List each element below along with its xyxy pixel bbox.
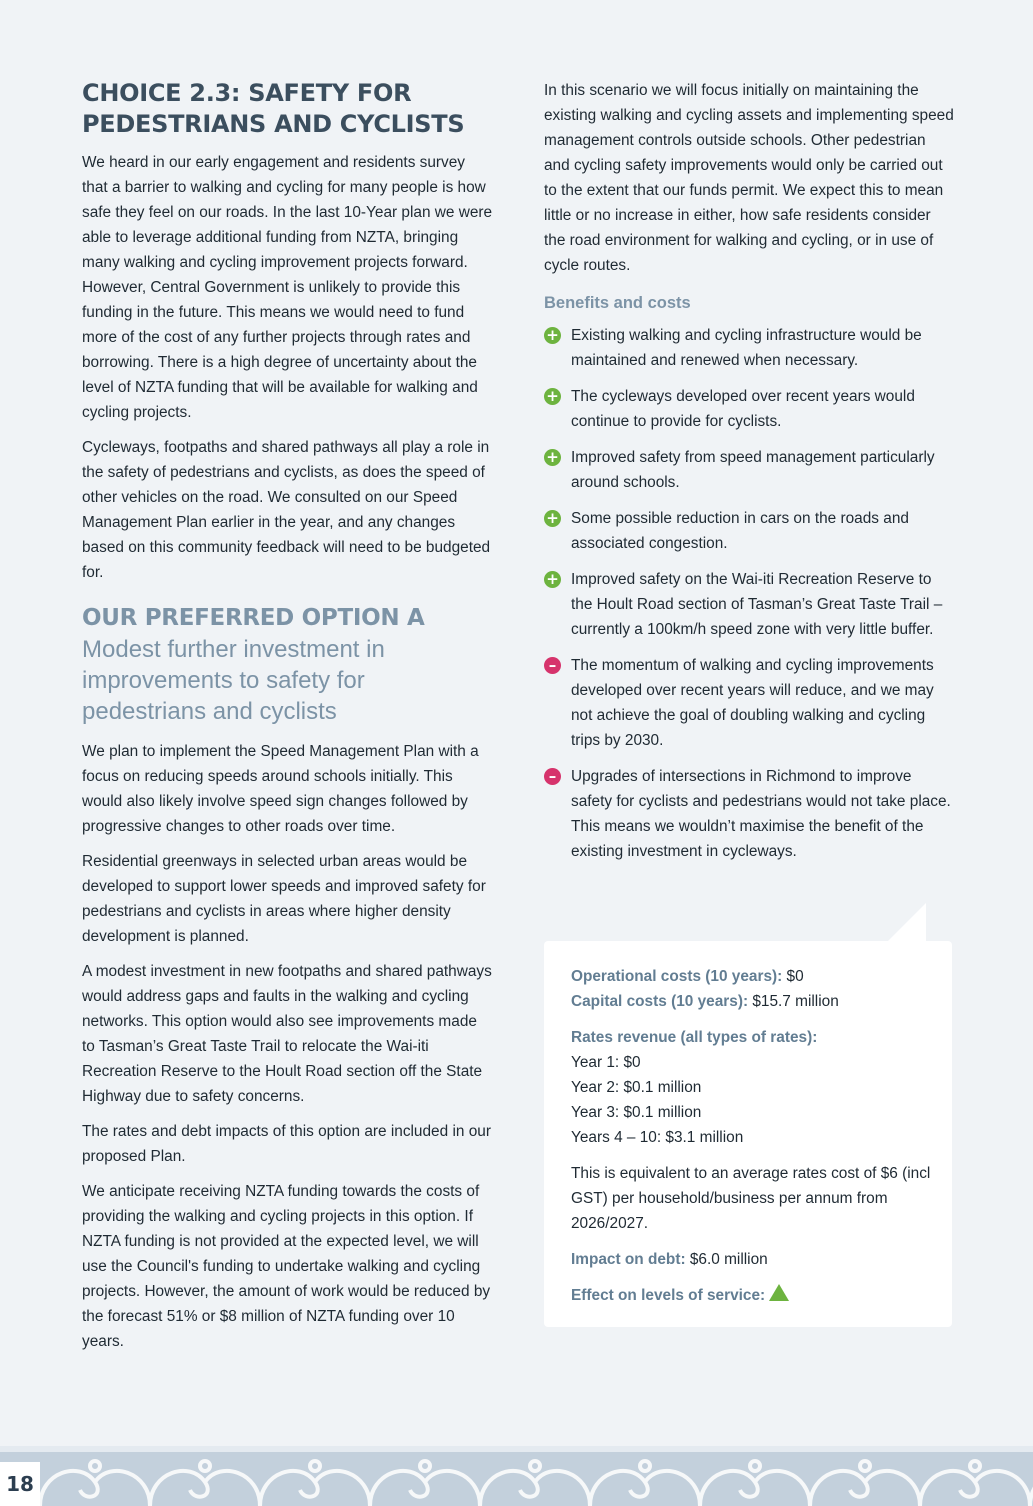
rates-equivalent: This is equivalent to an average rates cost of $6 (incl GST) per household/business per annum from 2026/2027. (571, 1165, 931, 1232)
impact-on-debt: Impact on debt: $6.0 million (571, 1251, 768, 1268)
rates-year-1: Year 1: $0 (571, 1054, 641, 1071)
levels-of-service: Effect on levels of service: (571, 1283, 941, 1308)
benefit-text: Existing walking and cycling infrastructure would be maintained and renewed when necessary. (571, 327, 922, 369)
list-item (544, 764, 954, 864)
rates-years-4-10: Years 4 – 10: $3.1 million (571, 1129, 744, 1146)
callout-pointer (886, 903, 926, 943)
cost-text: The momentum of walking and cycling improvements developed over recent years will reduce, and we may not achieve the goal of doubling walking and cycling trips by 2030. (571, 657, 934, 749)
cost-summary-box (544, 941, 952, 1327)
benefit-text: Some possible reduction in cars on the roads and associated congestion. (571, 510, 909, 552)
rates-year-2: Year 2: $0.1 million (571, 1079, 702, 1096)
intro-paragraph-1: We heard in our early engagement and residents survey that a barrier to walking and cycling for many people is how safe they feel on our roads. In the last 10-Year plan we were able to leverage additional funding from NZTA, bringing many walking and cycling improvement projects forward. However, Central Government is unlikely to provide this funding in the future. This means we would need to fund more of the cost of any further projects through rates and borrowing. There is a high degree of uncertainty about the level of NZTA funding that will be available for walking and cycling projects. (82, 154, 493, 421)
operational-costs: Operational costs (10 years): $0 (571, 968, 804, 985)
benefit-text: Improved safety from speed management particularly around schools. (571, 449, 935, 491)
left-column (82, 78, 494, 1364)
list-item (544, 567, 954, 642)
list-item (544, 384, 954, 434)
option-paragraph-2: Residential greenways in selected urban areas would be developed to support lower speeds and improved safety for pedestrians and cyclists in areas where higher density development is planned. (82, 853, 486, 945)
choice-heading: CHOICE 2.3: SAFETY FOR PEDESTRIANS AND CYCLISTS (82, 79, 465, 138)
preferred-option-subheading: Modest further investment in improvements to safety for pedestrians and cyclists (82, 636, 385, 725)
plus-icon: + (544, 327, 561, 344)
list-item (544, 445, 954, 495)
plus-icon: + (544, 510, 561, 527)
rates-revenue-label: Rates revenue (all types of rates): (571, 1029, 818, 1046)
intro-paragraph-2: Cycleways, footpaths and shared pathways all play a role in the safety of pedestrians and cyclists, as does the speed of other vehicles on the road. We consulted on our Speed Management Plan earlier in the year, and any changes based on this community feedback will need to be budgeted for. (82, 439, 491, 581)
list-item (544, 506, 954, 556)
option-paragraph-4: The rates and debt impacts of this option are included in our proposed Plan. (82, 1123, 491, 1165)
minus-icon: – (544, 657, 561, 674)
up-triangle-icon (769, 1284, 789, 1301)
page-number: 18 (0, 1462, 40, 1506)
koru-pattern-icon (0, 1452, 1033, 1506)
benefit-text: The cycleways developed over recent years would continue to provide for cyclists. (571, 388, 915, 430)
rates-year-3: Year 3: $0.1 million (571, 1104, 702, 1121)
benefits-heading: Benefits and costs (544, 294, 691, 312)
minus-icon: – (544, 768, 561, 785)
plus-icon: + (544, 449, 561, 466)
option-paragraph-3: A modest investment in new footpaths and shared pathways would address gaps and faults in the walking and cycling networks. This option would also see improvements made to Tasman’s Great Taste Trail to relocate the Wai-iti Recreation Reserve to the Hoult Road section off the State Highway due to safety concerns. (82, 963, 492, 1105)
plus-icon: + (544, 388, 561, 405)
benefit-text: Improved safety on the Wai-iti Recreation Reserve to the Hoult Road section of Tasman’s Great Taste Trail – currently a 100km/h speed zone with very little buffer. (571, 571, 943, 638)
option-paragraph-5: We anticipate receiving NZTA funding towards the costs of providing the walking and cycling projects in this option. If NZTA funding is not provided at the expected level, we will use the Council's funding to undertake walking and cycling projects. However, the amount of work would be reduced by the forecast 51% or $8 million of NZTA funding over 10 years. (82, 1183, 491, 1350)
scenario-paragraph: In this scenario we will focus initially on maintaining the existing walking and cycling assets and implementing speed management controls outside schools. Other pedestrian and cycling safety improvements would only be carried out to the extent that our funds permit. We expect this to mean little or no increase in either, how safe residents consider the road environment for walking and cycling, or in use of cycle routes. (544, 82, 954, 274)
list-item (544, 653, 954, 753)
plus-icon: + (544, 571, 561, 588)
list-item (544, 323, 954, 373)
capital-costs: Capital costs (10 years): $15.7 million (571, 993, 839, 1010)
right-column (544, 78, 954, 875)
benefits-list (544, 323, 954, 864)
footer-pattern (0, 1446, 1033, 1506)
cost-text: Upgrades of intersections in Richmond to improve safety for cyclists and pedestrians would not take place. This means we wouldn’t maximise the benefit of the existing investment in cycleways. (571, 768, 951, 860)
option-paragraph-1: We plan to implement the Speed Management Plan with a focus on reducing speeds around schools initially. This would also likely involve speed sign changes followed by progressive changes to other roads over time. (82, 743, 479, 835)
preferred-option-heading: OUR PREFERRED OPTION A (82, 605, 425, 631)
